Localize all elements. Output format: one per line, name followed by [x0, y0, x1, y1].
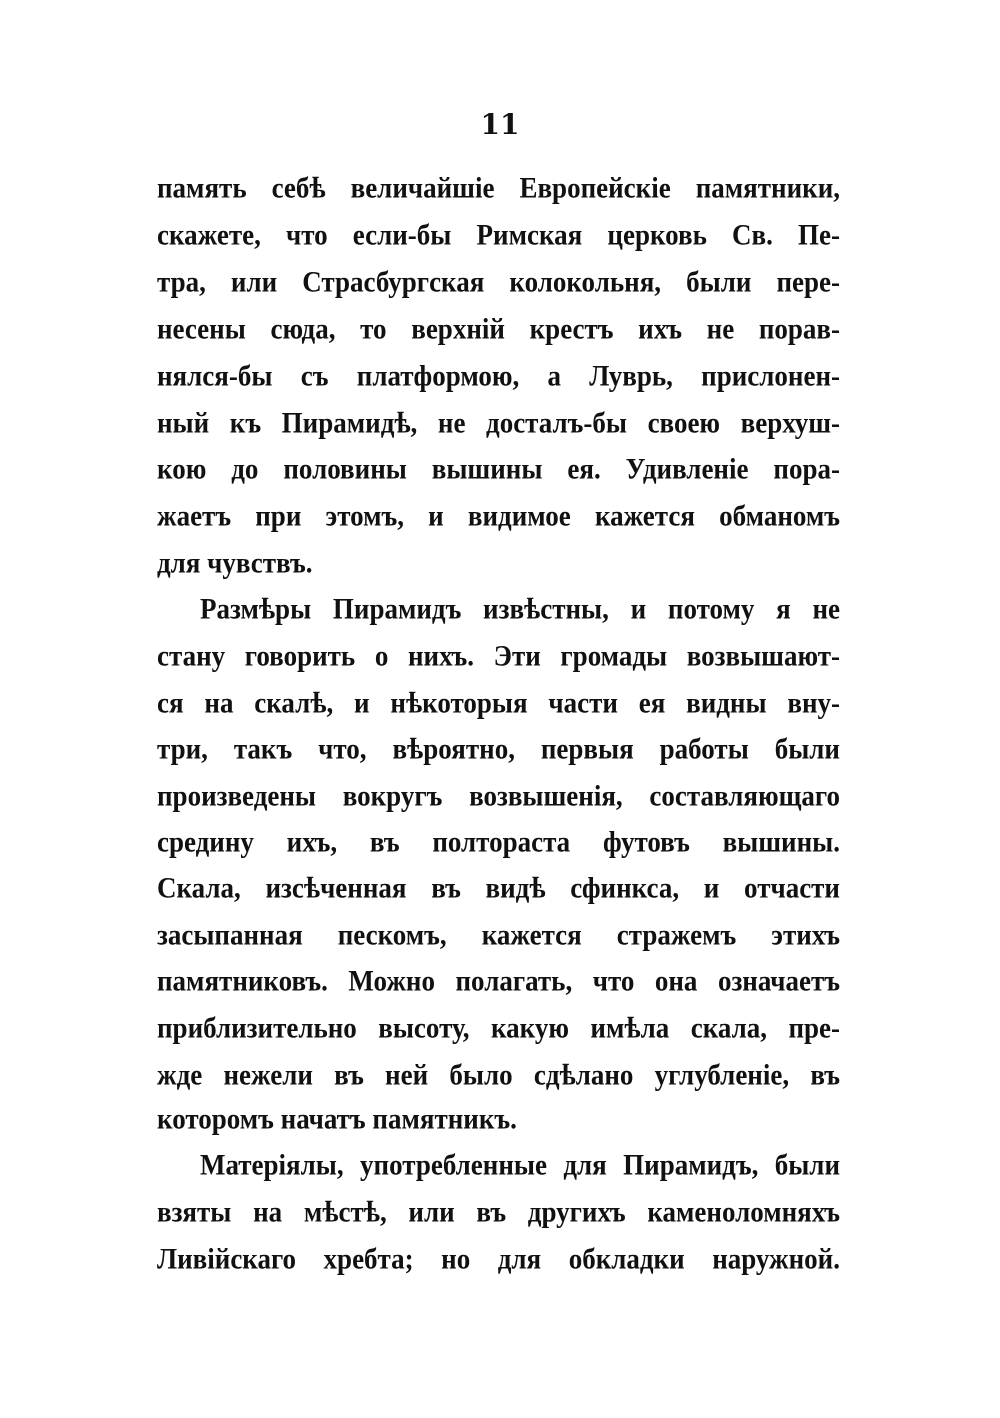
text-line: нялся-бы съ платформою, а Луврь, прислонен-	[157, 359, 840, 393]
page-number: 11	[480, 108, 520, 141]
text-line: которомъ начатъ памятникъ.	[157, 1102, 517, 1136]
text-line: Матеріялы, употребленные для Пирамидъ, были	[200, 1148, 840, 1182]
text-line: кою до половины вышины ея. Удивленіе пора-	[157, 452, 840, 486]
text-line: память себѣ величайшіе Европейскіе памятники,	[157, 171, 840, 205]
text-line: средину ихъ, въ полтораста футовъ вышины.	[157, 825, 840, 859]
text-line: Ливійскаго хребта; но для обкладки наружной.	[157, 1242, 840, 1276]
text-line: ся на скалѣ, и нѣкоторыя части ея видны вну-	[157, 686, 840, 720]
text-line: Скала, изсѣченная въ видѣ сфинкса, и отчасти	[157, 871, 840, 905]
text-line: тра, или Страсбургская колокольня, были пере-	[157, 265, 840, 299]
text-line: несены сюда, то верхній крестъ ихъ не порав-	[157, 312, 840, 346]
text-line: стану говорить о нихъ. Эти громады возвышают-	[157, 639, 840, 673]
text-line: памятниковъ. Можно полагать, что она означаетъ	[157, 964, 840, 998]
text-line: приблизительно высоту, какую имѣла скала, пре-	[157, 1011, 840, 1045]
text-line: скажете, что если-бы Римская церковь Св. Пе-	[157, 218, 840, 252]
text-line: засыпанная пескомъ, кажется стражемъ этихъ	[157, 918, 840, 952]
text-line: взяты на мѣстѣ, или въ другихъ каменоломняхъ	[157, 1195, 840, 1229]
text-line: три, такъ что, вѣроятно, первыя работы были	[157, 732, 840, 766]
text-line: жде нежели въ ней было сдѣлано углубленіе, въ	[157, 1058, 840, 1092]
text-line: жаетъ при этомъ, и видимое кажется обманомъ	[157, 499, 840, 533]
text-line: произведены вокругъ возвышенія, составляющаго	[157, 779, 840, 813]
text-line: Размѣры Пирамидъ извѣстны, и потому я не	[200, 592, 840, 626]
text-line: для чувствъ.	[157, 546, 313, 580]
text-line: ный къ Пирамидѣ, не досталъ-бы своею верхуш-	[157, 406, 840, 440]
